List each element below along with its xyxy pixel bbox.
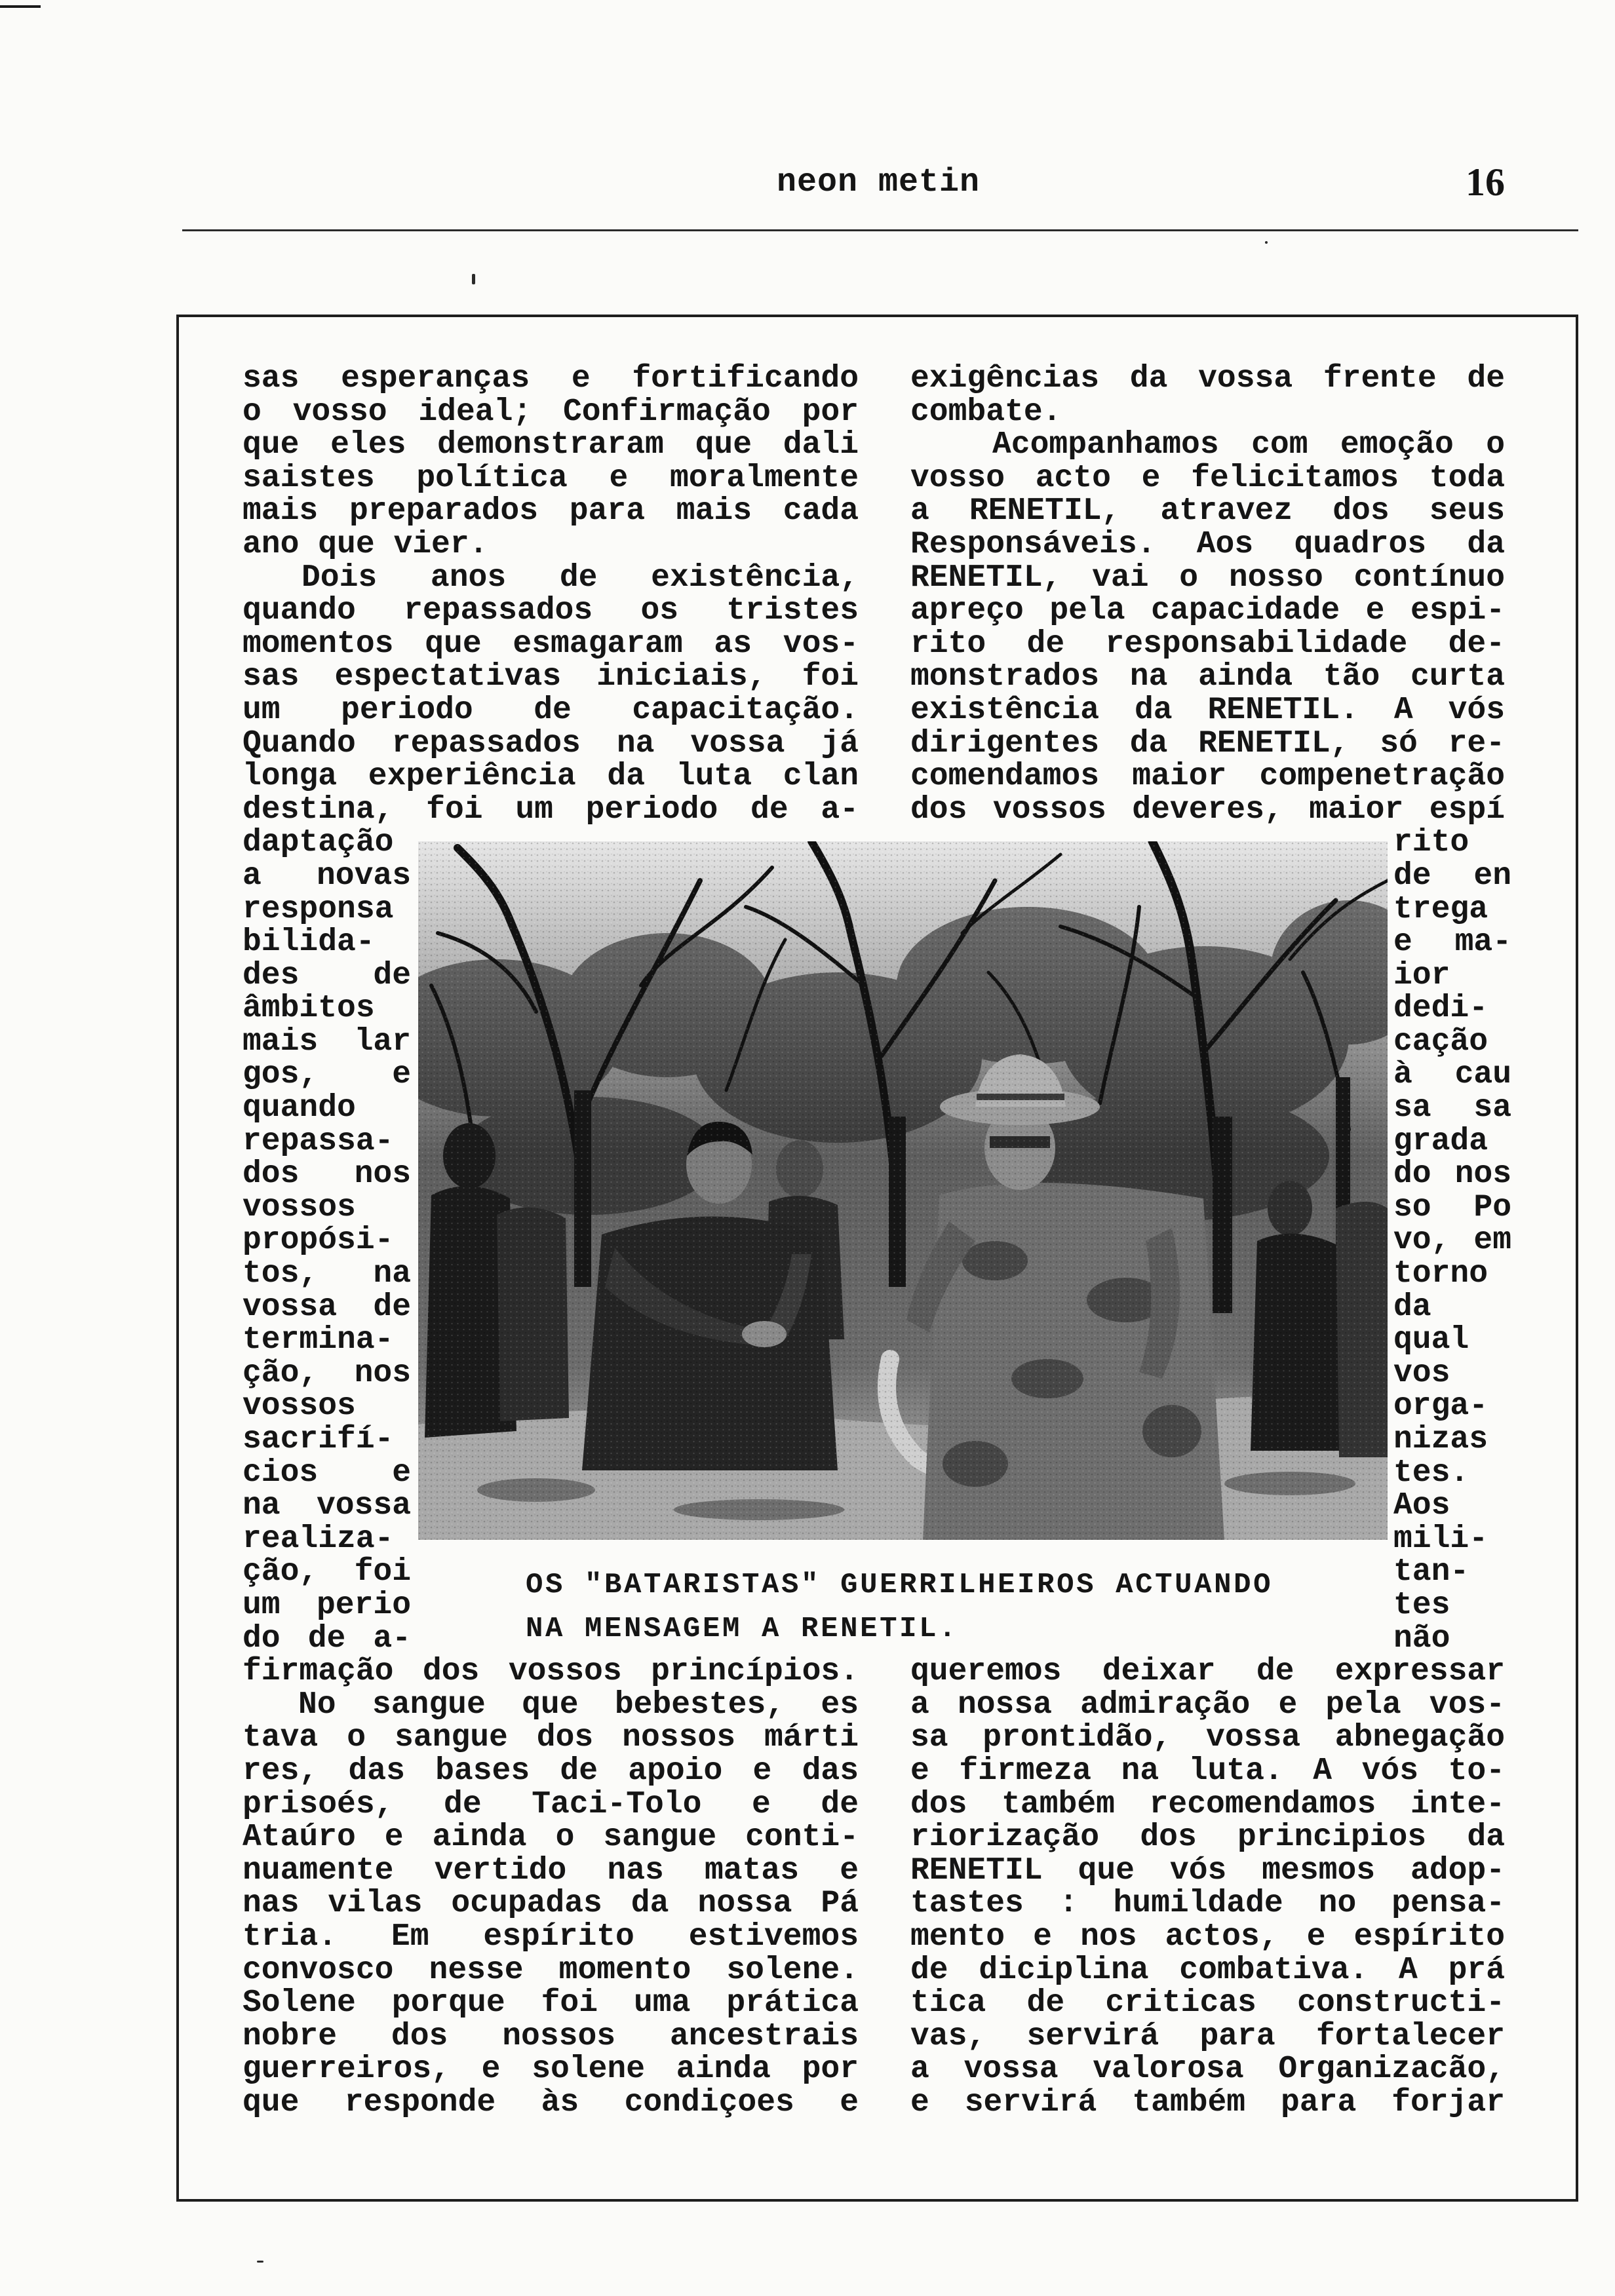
text-line: tes [1393,1587,1450,1623]
text-line: ção, nos [243,1355,411,1391]
text-line: dedi- [1393,991,1489,1027]
text-line: um perio [243,1587,411,1623]
text-line: sas espectativas iniciais, foi [243,659,859,695]
left-column-beside-photo [243,826,411,1655]
text-line: ior [1393,957,1450,993]
text-line: e firmeza na luta. A vós to- [910,1753,1505,1789]
right-column-upper [910,362,1505,826]
text-line: nas vilas ocupadas da nossa Pá [243,1886,859,1922]
text-line: de diciplina combativa. A prá [910,1952,1505,1988]
text-line: sa prontidão, vossa abnegação [910,1720,1505,1756]
text-line: nobre dos nossos ancestrais [243,2018,859,2054]
text-line: termina- [243,1322,394,1358]
scan-corner-mark [0,5,41,8]
text-line: gos, e [243,1057,411,1093]
text-line: tica de criticas constructi- [910,1985,1505,2021]
text-line: cios e [243,1455,411,1491]
text-line: sacrifí- [243,1422,394,1457]
text-line: quando repassados os tristes [243,593,859,629]
text-line: convosco nesse momento solene. [243,1952,859,1988]
text-line: nuamente vertido nas matas e [243,1852,859,1888]
text-line: dos vossos deveres, maior espí [910,792,1505,828]
text-line: guerreiros, e solene ainda por [243,2052,859,2088]
text-line: na vossa [243,1488,411,1524]
text-line: Acompanhamos com emoção o [992,427,1505,463]
text-line: do nos [1393,1157,1511,1193]
text-line: combate. [910,394,1062,430]
text-line: e ma- [1393,925,1511,961]
text-line: existência da RENETIL. A vós [910,692,1505,728]
text-line: trega [1393,891,1489,927]
text-line: responsa [243,891,394,927]
right-column-lower [910,1655,1505,2119]
text-line: Dois anos de existência, [302,560,859,596]
text-line: mais preparados para mais cada [243,493,859,529]
text-line: ção, foi [243,1554,411,1590]
text-line: de en [1393,858,1511,894]
text-line: prisoés, de Taci-Tolo e de [243,1786,859,1822]
text-line: ano que vier. [243,526,488,562]
page-number: 16 [1466,161,1505,204]
text-line: âmbitos [243,991,375,1027]
text-line: tava o sangue dos nossos márti [243,1720,859,1756]
right-column-beside-photo [1393,826,1511,1655]
text-line: Ataúro e ainda o sangue conti- [243,1820,859,1856]
text-line: grada [1393,1123,1489,1159]
text-line: comendamos maior compenetração [910,759,1505,795]
text-line: repassa- [243,1123,394,1159]
left-column-upper [243,362,859,826]
left-column-lower [243,1655,859,2119]
text-line: Solene porque foi uma prática [243,1985,859,2021]
text-line: vos [1393,1355,1450,1391]
text-line: vossos [243,1189,356,1225]
text-line: vossa de [243,1289,411,1325]
text-line: vossos [243,1388,356,1425]
text-line: dos nos [243,1157,411,1193]
text-line: nizas [1393,1422,1489,1457]
text-line: à cau [1393,1057,1511,1093]
text-line: realiza- [243,1521,394,1557]
text-line: Aos [1393,1488,1450,1524]
text-line: riorização dos principios da [910,1820,1505,1856]
text-line: vas, servirá para fortalecer [910,2018,1505,2054]
text-line: RENETIL, vai o nosso contínuo [910,560,1505,596]
guerrilla-photo [418,841,1388,1540]
ink-speck [1265,241,1268,244]
text-line: destina, foi um periodo de a- [243,792,859,828]
text-line: firmação dos vossos princípios. [243,1654,859,1690]
text-line: mento e nos actos, e espírito [910,1919,1505,1955]
text-line: a vossa valorosa Organizacão, [910,2052,1505,2088]
text-line: dirigentes da RENETIL, só re- [910,725,1505,761]
text-line: mais lar [243,1024,411,1060]
text-line: um periodo de capacitação. [243,692,859,728]
text-line: que responde às condiçoes e [243,2084,859,2120]
text-line: quando [243,1090,356,1126]
text-line: sa sa [1393,1090,1511,1126]
text-line: que eles demonstraram que dali [243,427,859,463]
photo-caption [526,1569,1273,1656]
text-line: da [1393,1289,1431,1325]
text-line: qual [1393,1322,1469,1358]
text-line: saistes política e moralmente [243,460,859,496]
text-line: não [1393,1620,1450,1656]
text-line: e servirá também para forjar [910,2084,1505,2120]
text-line: dos também recomendamos inte- [910,1786,1505,1822]
text-line: res, das bases de apoio e das [243,1753,859,1789]
photo-image [418,841,1388,1540]
text-line: rito [1393,825,1469,861]
text-line: cação [1393,1024,1489,1060]
text-line: exigências da vossa frente de [910,361,1505,396]
text-line: tos, na [243,1256,411,1292]
text-line: apreço pela capacidade e espi- [910,593,1505,629]
text-line: a RENETIL, atravez dos seus [910,493,1505,529]
caption-line: NA MENSAGEM A RENETIL. [526,1613,959,1645]
text-line: o vosso ideal; Confirmação por [243,394,859,430]
text-line: longa experiência da luta clan [243,759,859,795]
text-line: des de [243,957,411,993]
text-line: monstrados na ainda tão curta [910,659,1505,695]
text-line: mili- [1393,1521,1489,1557]
text-line: a nossa admiração e pela vos- [910,1687,1505,1723]
ink-speck [257,2261,263,2263]
text-line: torno [1393,1256,1489,1292]
ink-speck [472,274,475,284]
text-line: a novas [243,858,411,894]
caption-line: OS "BATARISTAS" GUERRILHEIROS ACTUANDO [526,1569,1274,1601]
text-line: RENETIL que vós mesmos adop- [910,1852,1505,1888]
text-line: momentos que esmagaram as vos- [243,626,859,662]
text-line: vo, em [1393,1223,1511,1259]
text-line: vosso acto e felicitamos toda [910,460,1505,496]
text-line: tes. [1393,1455,1469,1491]
text-line: Quando repassados na vossa já [243,725,859,761]
newsletter-title: neon metin [777,164,981,201]
header-rule [182,229,1578,231]
text-line: so Po [1393,1189,1511,1225]
text-line: propósi- [243,1223,394,1259]
text-line: Responsáveis. Aos quadros da [910,526,1505,562]
text-line: No sangue que bebestes, es [298,1687,859,1723]
text-line: tan- [1393,1554,1469,1590]
text-line: tastes : humildade no pensa- [910,1886,1505,1922]
text-line: sas esperanças e fortificando [243,361,859,396]
text-line: queremos deixar de expressar [910,1654,1505,1690]
text-line: daptação [243,825,394,861]
text-line: bilida- [243,925,375,961]
text-line: do de a- [243,1620,411,1656]
text-line: rito de responsabilidade de- [910,626,1505,662]
text-line: orga- [1393,1388,1489,1425]
text-line: tria. Em espírito estivemos [243,1919,859,1955]
